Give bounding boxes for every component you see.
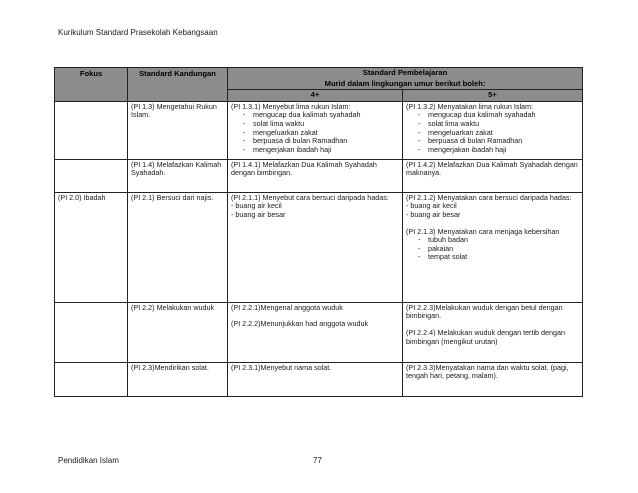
cell-kandungan: (PI 2.3)Mendirikan solat. [128, 362, 228, 396]
footer-subject: Pendidikan Islam [58, 456, 119, 465]
cell-age4 [228, 101, 403, 159]
dash-list [406, 236, 579, 262]
page-header-title: Kurikulum Standard Prasekolah Kebangsaan [58, 28, 218, 37]
header-standard-kandungan: Standard Kandungan [128, 68, 228, 102]
cell-age5 [403, 302, 583, 362]
cell-line: - buang air besar [231, 209, 286, 219]
dash-list [231, 111, 399, 154]
cell-fokus [55, 362, 128, 396]
list-item: - tempat solat [418, 253, 579, 262]
table-row [55, 362, 583, 396]
dash-list [406, 111, 579, 154]
cell-fokus: (PI 2.0) Ibadah [55, 192, 128, 302]
cell-line: - buang air besar [406, 209, 461, 219]
cell-fokus [55, 159, 128, 192]
cell-age5: (PI 1.4.2) Melafazkan Dua Kalimah Syahadah dengan maknanya. [403, 159, 583, 192]
cell-fokus [55, 101, 128, 159]
table-row [55, 302, 583, 362]
cell-kandungan: (PI 2.1) Bersuci dari najis. [128, 192, 228, 302]
cell-text: (PI 2.1.3) Menyatakan cara menjaga kebersihan [406, 226, 560, 236]
list-item: - berpuasa di bulan Ramadhan [243, 137, 399, 146]
table-row [55, 159, 583, 192]
cell-age5: (PI 2.3.3)Menyatakan nama dan waktu solat. (pagi, tengah hari, petang, malam). [403, 362, 583, 396]
cell-line: - buang air kecil [231, 201, 282, 211]
cell-kandungan: (PI 1.3) Mengetahui Rukun Islam. [128, 101, 228, 159]
cell-kandungan: (PI 1.4) Melafazkan Kalimah Syahadah. [128, 159, 228, 192]
cell-age4 [228, 192, 403, 302]
page-number: 77 [313, 456, 322, 465]
cell-text: (PI 2.1.2) Menyatakan cara bersuci daripada hadas: [406, 192, 572, 202]
cell-kandungan: (PI 2.2) Melakukan wuduk [128, 302, 228, 362]
header-age-4: 4+ [228, 90, 403, 102]
cell-text: (PI 1.3.1) Menyebut lima rukun Islam: [231, 101, 351, 111]
list-item: - tubuh badan [418, 236, 579, 245]
header-row-1 [55, 68, 583, 79]
header-standard-pembelajaran: Standard Pembelajaran [228, 68, 583, 79]
list-item: - mengeluarkan zakat [418, 129, 579, 138]
list-item: - mengucap dua kalimah syahadah [243, 111, 399, 120]
cell-text: (PI 2.2.3)Melakukan wuduk dengan betul dengan bimbingan. [406, 302, 563, 321]
cell-text: (PI 2.2.4) Melakukan wuduk dengan tertib dengan bimbingan (mengikut urutan) [406, 327, 566, 346]
list-item: - pakaian [418, 245, 579, 254]
list-item: - solat lima waktu [418, 120, 579, 129]
cell-text: (PI 2.1.1) Menyebut cara bersuci daripada hadas: [231, 192, 389, 202]
list-item: - mengeluarkan zakat [243, 129, 399, 138]
cell-text: (PI 1.3.2) Menyatakan lima rukun Islam: [406, 101, 534, 111]
cell-age4: (PI 2.3.1)Menyebut nama solat. [228, 362, 403, 396]
cell-age5 [403, 101, 583, 159]
cell-age4 [228, 302, 403, 362]
cell-line: - buang air kecil [406, 201, 457, 211]
header-fokus: Fokus [55, 68, 128, 102]
list-item: - berpuasa di bulan Ramadhan [418, 137, 579, 146]
cell-text: (PI 2.2.2)Menunjukkan had anggota wuduk [231, 319, 369, 329]
cell-text: (PI 2.2.1)Mengenal anggota wuduk [231, 302, 343, 312]
cell-age4: (PI 1.4.1) Melafazkan Dua Kalimah Syahadah dengan bimbingan. [228, 159, 403, 192]
header-age-5: 5+ [403, 90, 583, 102]
header-subtitle: Murid dalam lingkungan umur berikut boleh: [228, 79, 583, 90]
table-row [55, 101, 583, 159]
list-item: - mengucap dua kalimah syahadah [418, 111, 579, 120]
cell-fokus [55, 302, 128, 362]
list-item: - mengerjakan ibadah haji [243, 146, 399, 155]
list-item: - solat lima waktu [243, 120, 399, 129]
table-row [55, 192, 583, 302]
list-item: - mengerjakan ibadah haji [418, 146, 579, 155]
curriculum-table [54, 67, 583, 397]
cell-age5 [403, 192, 583, 302]
